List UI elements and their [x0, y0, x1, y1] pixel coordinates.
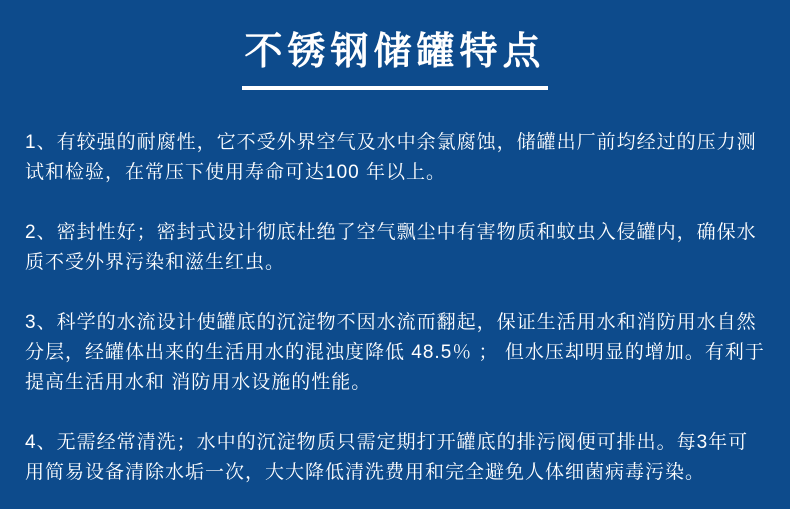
feature-list: [0, 90, 790, 488]
feature-item-3: 3、科学的水流设计使罐底的沉淀物不因水流而翻起，保证生活用水和消防用水自然分层，经罐体出来的生活用水的混浊度降低 48.5％ ； 但水压却明显的增加。有利于提高生活用水和 消防用水设施的性能。: [25, 312, 765, 393]
feature-item-4: 4、无需经常清洗；水中的沉淀物质只需定期打开罐底的排污阀便可排出。每3年可用简易设备清除水垢一次，大大降低清洗费用和完全避免人体细菌病毒污染。: [25, 432, 749, 483]
page-title: 不锈钢储罐特点: [244, 31, 546, 73]
feature-item-2: 2、密封性好；密封式设计彻底杜绝了空气飘尘中有害物质和蚊虫入侵罐内，确保水质不受外界污染和滋生红虫。: [25, 222, 757, 273]
header: [0, 0, 790, 90]
feature-item-1: 1、有较强的耐腐性，它不受外界空气及水中余氯腐蚀，储罐出厂前均经过的压力测试和检验，在常压下使用寿命可达100 年以上。: [25, 132, 757, 183]
